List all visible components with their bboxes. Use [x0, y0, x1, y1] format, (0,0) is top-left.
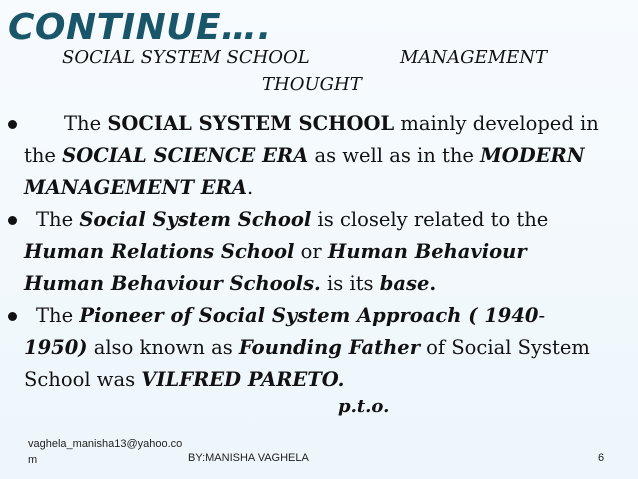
bullet-text: the [24, 144, 63, 167]
bullet-line [24, 108, 638, 140]
subtitle-line2: THOUGHT [262, 74, 362, 95]
bullet-text: Human Behaviour [327, 240, 527, 263]
bullet-text: mainly developed in [394, 112, 599, 135]
bullet-line [24, 236, 638, 268]
bullet-text: is its [320, 272, 380, 295]
pto-label: p.t.o. [338, 396, 390, 417]
bullet-text: School was [24, 368, 142, 391]
bullet-text: is closely related to the [311, 208, 549, 231]
bullet-text: Human Behaviour Schools. [24, 272, 321, 295]
bullet-text: of Social System [419, 336, 590, 359]
bullet-text: Founding Father [238, 336, 420, 359]
bullet-text: - [538, 304, 546, 327]
subtitle-left: SOCIAL SYSTEM SCHOOL [62, 47, 310, 68]
bullet-text: base [379, 272, 430, 295]
bullet-text: Human Relations School [24, 240, 295, 263]
page-number: 6 [598, 452, 605, 464]
bullet-text: . [246, 176, 254, 199]
bullet-item [0, 300, 638, 396]
slide-title: CONTINUE…. [8, 7, 272, 48]
bullet-text: also known as [87, 336, 239, 359]
bullet-line [24, 204, 638, 236]
bullet-item [0, 108, 638, 204]
bullet-icon [8, 120, 17, 129]
bullet-text: SOCIAL SYSTEM SCHOOL [107, 112, 395, 135]
bullet-line [24, 300, 638, 332]
footer-email [28, 436, 182, 468]
bullet-text: MANAGEMENT ERA [24, 176, 247, 199]
bullet-line [24, 172, 638, 204]
subtitle-right: MANAGEMENT [400, 47, 548, 68]
bullet-text: VILFRED PARETO. [141, 368, 345, 391]
bullet-text: as well as in the [308, 144, 481, 167]
bullet-line [24, 268, 638, 300]
bullet-text: The [36, 208, 80, 231]
bullet-text: Social System School [79, 208, 312, 231]
bullet-text: Pioneer of Social System Approach ( 1940 [79, 304, 539, 327]
bullet-text: The [36, 304, 80, 327]
bullet-line [24, 332, 638, 364]
footer-email-line1: vaghela_manisha13@yahoo.co [28, 438, 183, 450]
bullet-text: The [64, 112, 108, 135]
bullet-text: 1950) [24, 336, 88, 359]
bullet-item [0, 204, 638, 300]
bullet-icon [8, 312, 17, 321]
bullet-line [24, 140, 638, 172]
bullet-text: SOCIAL SCIENCE ERA [62, 144, 309, 167]
footer-email-line2: m [28, 454, 38, 466]
bullet-list [0, 108, 638, 396]
bullet-icon [8, 216, 17, 225]
bullet-text: . [429, 272, 437, 295]
bullet-line [24, 364, 638, 396]
bullet-text: MODERN [480, 144, 585, 167]
bullet-text: or [294, 240, 328, 263]
footer-author: BY:MANISHA VAGHELA [188, 452, 309, 464]
